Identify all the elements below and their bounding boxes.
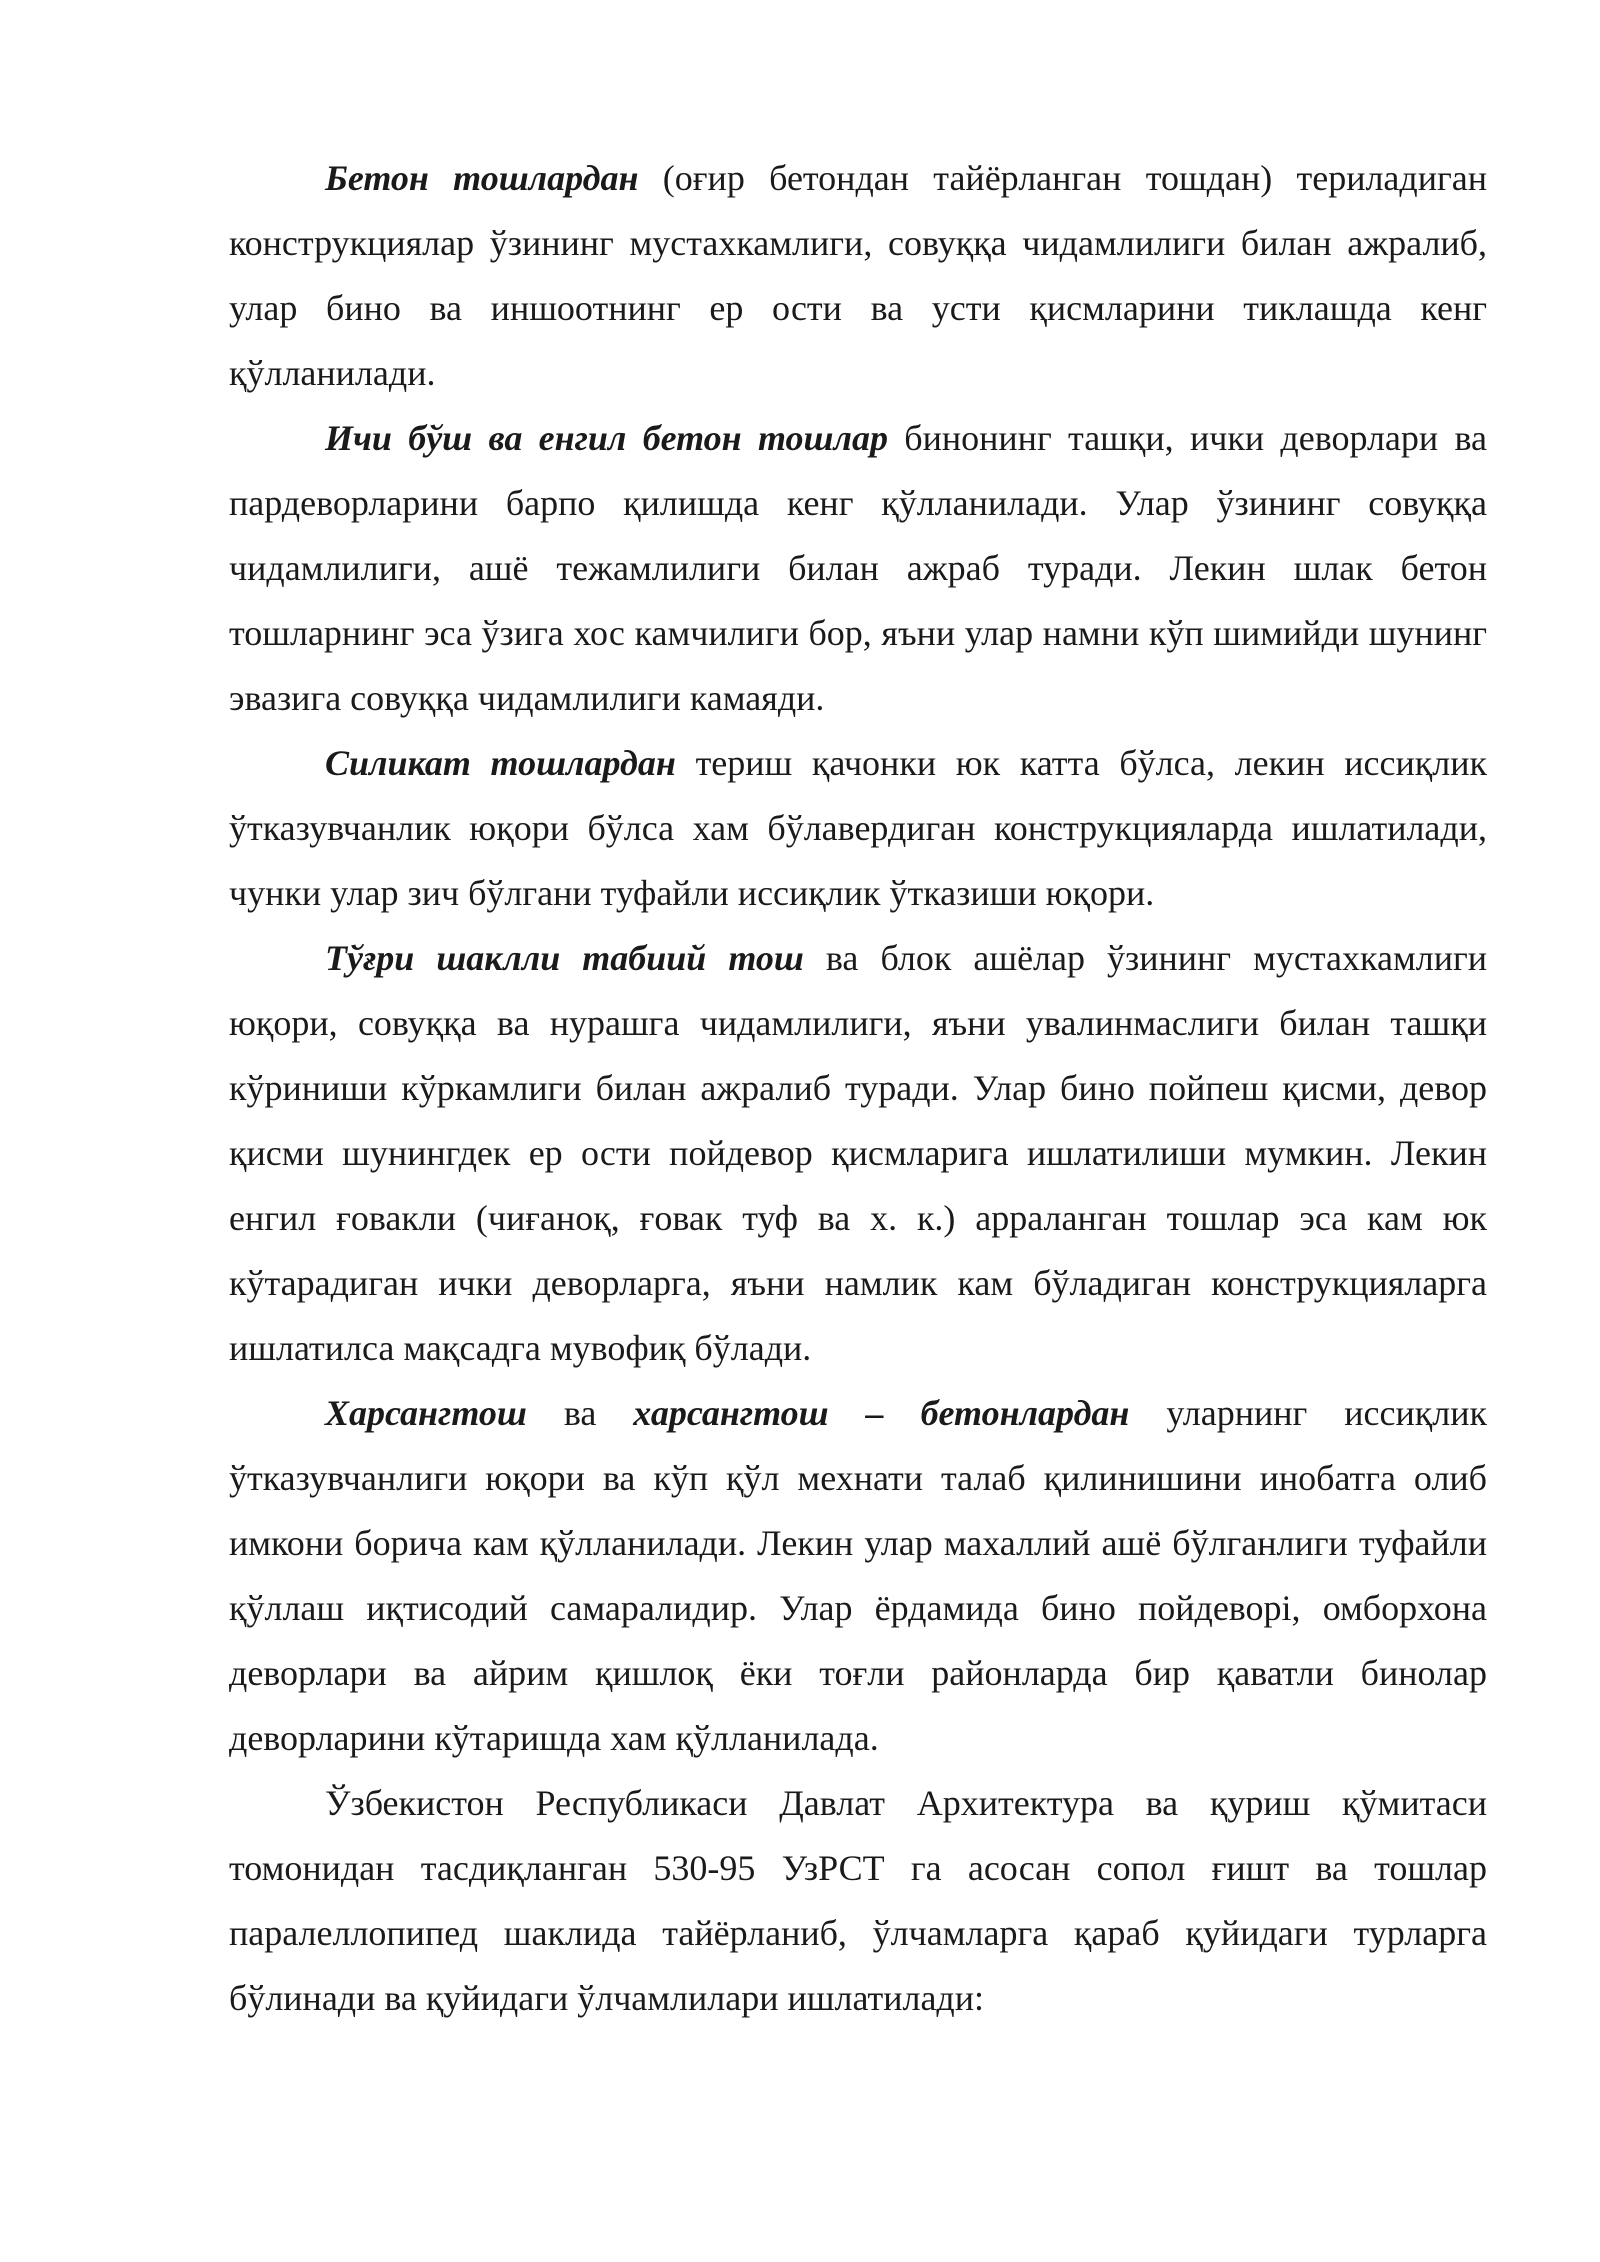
paragraph-standard [229,1771,1487,2031]
term-concrete-stones: Бетон тошлардан [325,158,639,198]
paragraph-text: териш қачонки юк катта бўлса, лекин иссиқлик ўтказувчанлик юқори бўлса хам бўлавердиган конструкцияларда ишлатилади, чунки улар зич бўлгани туфайли иссиқлик ўтказиши юқори. [229,743,1487,913]
paragraph-text: Ўзбекистон Республикаси Давлат Архитектура ва қуриш қўмитаси томонидан тасдиқланган 530-95 УзРСТ га асосан сопол ғишт ва тошлар паралеллопипед шаклида тайёрланиб, ўлчамларга қараб қуйидаги турларга бўлинади ва қуйидаги ўлчамлилари ишлатилади: [229,1783,1487,2018]
paragraph-rubble-stone [229,1381,1487,1771]
paragraph-natural-stone [229,926,1487,1381]
paragraph-text: ва [526,1393,634,1433]
term-hollow-light-concrete: Ичи бўш ва енгил бетон тошлар [325,418,888,458]
term-rubble-stone: Харсангтош [325,1393,527,1433]
term-natural-stone: Тўғри шаклли табиий тош [325,938,804,978]
paragraph-text: уларнинг иссиқлик ўтказувчанлиги юқори ва кўп қўл мехнати талаб қилинишини инобатга олиб имкони борича кам қўлланилади. Лекин улар махаллий ашё бўлганлиги туфайли қўллаш иқтисодий самаралидир. Улар ёрдамида бино пойдеворi, омборхона деворлари ва айрим қишлоқ ёки тоғли районларда бир қаватли бинолар деворларини кўтаришда хам қўлланилада. [229,1393,1487,1758]
paragraph-silicate-stones [229,731,1487,926]
paragraph-text: ва блок ашёлар ўзининг мустахкамлиги юқори, совуққа ва нурашга чидамлилиги, яъни увалинмаслиги билан ташқи кўриниши кўркамлиги билан ажралиб туради. Улар бино пойпеш қисми, девор қисми шунингдек ер ости пойдевор қисмларига ишлатилиши мумкин. Лекин енгил ғовакли (чиғаноқ, ғовак туф ва х. к.) арраланган тошлар эса кам юк кўтарадиган ички деворларга, яъни намлик кам бўладиган конструкцияларга ишлатилса мақсадга мувофиқ бўлади. [229,938,1487,1368]
paragraph-concrete-stones [229,146,1487,406]
term-silicate-stones: Силикат тошлардан [325,743,676,783]
term-rubble-concrete: харсангтош – бетонлардан [633,1393,1130,1433]
paragraph-text: бинонинг ташқи, ички деворлари ва пардеворларини барпо қилишда кенг қўлланилади. Улар ўзининг совуққа чидамлилиги, ашё тежамлилиги билан ажраб туради. Лекин шлак бетон тошларнинг эса ўзига хос камчилиги бор, яъни улар намни кўп шимийди шунинг эвазига совуққа чидамлилиги камаяди. [229,418,1487,718]
paragraph-hollow-light-concrete [229,406,1487,731]
paragraph-text: (оғир бетондан тайёрланган тошдан) териладиган конструкциялар ўзининг мустахкамлиги, совуққа чидамлилиги билан ажралиб, улар бино ва иншоотнинг ер ости ва усти қисмларини тиклашда кенг қўлланилади. [229,158,1487,393]
document-body [229,146,1487,2031]
